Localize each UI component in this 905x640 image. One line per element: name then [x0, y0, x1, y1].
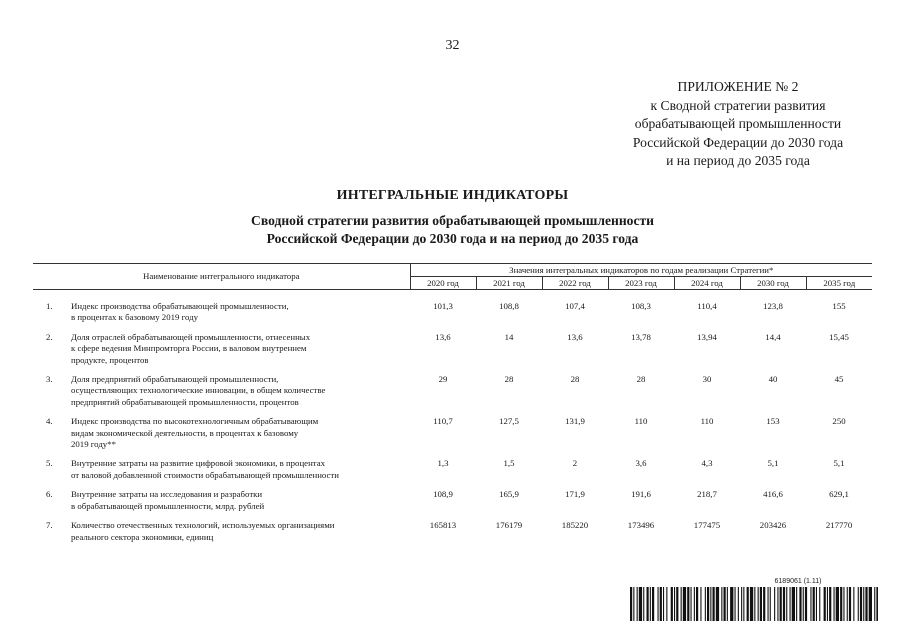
barcode-bar [637, 587, 638, 621]
indicator-name-line: Внутренние затраты на исследования и разработки [71, 489, 263, 500]
indicator-name-line: предприятий обрабатывающей промышленности, процентов [71, 396, 299, 407]
barcode-bar [724, 587, 726, 621]
indicator-name-line: видам экономической деятельности, в процентах к базовому [71, 427, 299, 438]
barcode-bar [786, 587, 787, 621]
barcode-bar [758, 587, 759, 621]
document-subtitle [0, 212, 905, 247]
indicator-name-line: продукте, процентов [71, 354, 149, 365]
barcode-bar [727, 587, 728, 621]
barcode-bar [803, 587, 804, 621]
appendix-line: обрабатывающей промышленности [634, 116, 842, 131]
document-title: ИНТЕГРАЛЬНЫЕ ИНДИКАТОРЫ [336, 188, 569, 203]
indicator-name-line: 2019 году** [71, 439, 116, 450]
indicator-value: 28 [504, 374, 514, 385]
barcode-bar [827, 587, 828, 621]
indicator-name-line: Количество отечественных технологий, используемых организациями [71, 520, 335, 531]
indicator-name-line: Внутренние затраты на развитие цифровой экономики, в процентах [71, 458, 326, 469]
barcode-bar [874, 587, 875, 621]
table-row [33, 458, 872, 489]
indicator-value: 629,1 [829, 489, 849, 500]
year-header: 2030 год [740, 277, 806, 290]
barcode-bar [671, 587, 673, 621]
appendix-line: Российской Федерации до 2030 года [632, 134, 844, 150]
barcode-bar [770, 587, 771, 621]
barcode-bar [829, 587, 831, 621]
subtitle-line: Сводной стратегии развития обрабатывающей промышленности [251, 213, 654, 228]
indicator-value: 185220 [561, 520, 589, 531]
indicator-value: 217770 [825, 520, 853, 531]
indicator-value: 155 [832, 301, 846, 311]
table-row [33, 301, 872, 332]
indicator-value: 110,7 [433, 416, 453, 427]
barcode-bar [763, 587, 765, 621]
barcode-bar [713, 587, 715, 621]
barcode-bar [639, 587, 642, 621]
indicator-name-line: Индекс производства по высокотехнологичным обрабатывающим [71, 416, 319, 427]
indicator-value: 30 [702, 374, 712, 385]
barcode-bar [840, 587, 842, 621]
indicators-table-container [33, 263, 872, 551]
barcode-bar [705, 587, 706, 621]
indicator-value: 1,3 [437, 458, 449, 469]
indicator-value: 40 [768, 374, 778, 385]
row-number: 3. [46, 374, 53, 385]
indicator-value: 101,3 [433, 301, 453, 311]
barcode-bar [730, 587, 733, 621]
indicator-value: 176179 [495, 520, 523, 531]
indicator-value: 165813 [429, 520, 457, 531]
barcode-bar [700, 587, 701, 621]
year-header: 2024 год [674, 277, 740, 290]
barcode-bar [643, 587, 644, 621]
indicator-value: 110 [700, 416, 714, 427]
indicator-name-line: к сфере ведения Минпромторга России, в валовом внутреннем [71, 343, 307, 354]
barcode-bar [663, 587, 664, 621]
barcode-label: 6189061 (1.11) [774, 578, 822, 585]
barcode-bar [847, 587, 848, 621]
year-header: 2023 год [608, 277, 674, 290]
indicator-value: 14,4 [765, 331, 781, 342]
indicator-name-line: Доля отраслей обрабатывающей промышленности, отнесенных [71, 331, 311, 342]
barcode-bar [754, 587, 755, 621]
indicator-value: 1,5 [503, 458, 515, 469]
row-number: 6. [46, 489, 53, 500]
barcode-block [630, 578, 878, 621]
indicator-value: 173496 [627, 520, 655, 531]
table-row [33, 374, 872, 416]
barcode-bar [819, 587, 820, 621]
indicator-value: 203426 [759, 520, 787, 531]
barcode-bar [777, 587, 778, 621]
indicator-value: 153 [766, 416, 780, 427]
barcode-bar [633, 587, 634, 621]
barcode-bar [741, 587, 742, 621]
barcode-bar [666, 587, 667, 621]
year-header: 2021 год [476, 277, 542, 290]
page-number: 32 [445, 38, 460, 53]
indicator-value: 123,8 [763, 301, 783, 311]
indicator-value: 5,1 [833, 458, 845, 469]
indicator-value: 4,3 [701, 458, 713, 469]
indicator-name [71, 374, 410, 416]
barcode-bar [691, 587, 692, 621]
barcode-bar [774, 587, 775, 621]
table-row [33, 416, 872, 458]
indicator-value: 108,3 [631, 301, 651, 311]
barcode-bar [681, 587, 682, 621]
indicator-value: 2 [572, 458, 578, 469]
barcode-bar [707, 587, 709, 621]
barcode-bar [676, 587, 678, 621]
indicator-value: 416,6 [763, 489, 783, 500]
barcode-bar [876, 587, 878, 621]
indicator-name [71, 301, 410, 332]
indicator-name [71, 416, 410, 458]
barcode-bar [650, 587, 651, 621]
barcode-bar [865, 587, 867, 621]
indicator-name-line: реального сектора экономики, единиц [71, 531, 214, 542]
table-row [33, 520, 872, 551]
indicator-value: 250 [832, 416, 846, 427]
row-number: 1. [46, 301, 53, 311]
indicator-value: 29 [438, 374, 448, 385]
indicator-value: 13,6 [435, 331, 451, 342]
table-row [33, 332, 872, 374]
barcode-bar [716, 587, 719, 621]
indicator-value: 14 [504, 331, 514, 342]
barcode-bar [860, 587, 862, 621]
indicator-value: 45 [834, 374, 844, 385]
appendix-line: и на период до 2035 года [666, 153, 810, 168]
indicator-value: 131,9 [565, 416, 585, 427]
barcode-bar [630, 587, 632, 621]
row-number: 4. [46, 416, 53, 427]
barcode-bar [658, 587, 659, 621]
barcode-bar [843, 587, 844, 621]
appendix-header [600, 78, 876, 171]
barcode-bar [738, 587, 739, 621]
indicator-value: 108,9 [433, 489, 453, 500]
barcode-bar [683, 587, 686, 621]
year-header: 2035 год [806, 277, 872, 290]
barcode-bar [863, 587, 864, 621]
indicator-name [71, 332, 410, 374]
indicator-value: 15,45 [829, 331, 849, 342]
subtitle-line: Российской Федерации до 2030 года и на период до 2035 года [266, 230, 639, 246]
barcode-bar [796, 587, 797, 621]
barcode-bar [834, 587, 835, 621]
barcode-bar [836, 587, 839, 621]
barcode-bar [674, 587, 675, 621]
indicator-value: 13,78 [631, 331, 651, 342]
barcode-bar [790, 587, 791, 621]
barcode-bar [858, 587, 859, 621]
indicator-value: 127,5 [499, 416, 519, 427]
indicator-value: 171,9 [565, 489, 585, 500]
indicators-table [33, 263, 872, 551]
values-header: Значения интегральных индикаторов по годам реализации Стратегии* [410, 264, 872, 277]
indicator-name [71, 489, 410, 520]
barcode-bar [750, 587, 753, 621]
barcode-bar [735, 587, 736, 621]
barcode-bar [780, 587, 782, 621]
year-header: 2022 год [542, 277, 608, 290]
barcode-image [630, 587, 878, 621]
barcode-bar [816, 587, 817, 621]
barcode-bar [696, 587, 698, 621]
row-number: 5. [46, 458, 53, 469]
indicator-value: 108,8 [499, 301, 519, 311]
appendix-line: ПРИЛОЖЕНИЕ № 2 [677, 79, 799, 94]
barcode-bar [710, 587, 711, 621]
barcode-bar [694, 587, 695, 621]
barcode-bar [792, 587, 795, 621]
barcode-bar [721, 587, 722, 621]
barcode-bar [647, 587, 649, 621]
indicator-name [71, 520, 410, 551]
barcode-bar [869, 587, 872, 621]
indicator-value: 28 [636, 374, 646, 385]
indicator-value: 107,4 [565, 301, 585, 311]
indicator-value: 28 [570, 374, 580, 385]
indicator-value: 191,6 [631, 489, 651, 500]
indicator-name-header: Наименование интегрального индикатора [33, 264, 410, 290]
year-header: 2020 год [410, 277, 476, 290]
indicator-name-line: в обрабатывающей промышленности, млрд. рублей [71, 500, 265, 511]
barcode-bar [824, 587, 826, 621]
indicator-value: 218,7 [697, 489, 717, 500]
indicator-value: 177475 [693, 520, 721, 531]
row-number: 2. [46, 331, 53, 342]
indicator-name-line: Доля предприятий обрабатывающей промышленности, [71, 374, 279, 385]
barcode-bar [768, 587, 769, 621]
indicator-name-line: от валовой добавленной стоимости обрабатывающей промышленности [71, 469, 339, 480]
indicator-value: 165,9 [499, 489, 519, 500]
indicator-name-line: Индекс производства обрабатывающей промышленности, [71, 301, 289, 311]
indicator-value: 13,94 [697, 331, 717, 342]
barcode-bar [652, 587, 654, 621]
barcode-bar [760, 587, 762, 621]
barcode-bar [810, 587, 811, 621]
row-number: 7. [46, 520, 53, 531]
barcode-bar [687, 587, 689, 621]
barcode-bar [660, 587, 662, 621]
indicator-name-line: в процентах к базовому 2019 году [71, 312, 198, 323]
barcode-bar [805, 587, 807, 621]
barcode-bar [853, 587, 854, 621]
barcode-bar [743, 587, 744, 621]
indicator-value: 3,6 [635, 458, 647, 469]
barcode-bar [849, 587, 851, 621]
indicator-name-line: осуществляющих технологические инновации, в общем количестве [71, 385, 326, 396]
table-spacer [33, 290, 872, 302]
table-row [33, 489, 872, 520]
indicator-value: 110,4 [697, 301, 717, 311]
indicator-name [71, 458, 410, 489]
barcode-bar [813, 587, 815, 621]
indicator-value: 13,6 [567, 331, 583, 342]
appendix-line: к Сводной стратегии развития [650, 97, 826, 113]
barcode-bar [799, 587, 801, 621]
indicator-value: 5,1 [767, 458, 779, 469]
barcode-bar [783, 587, 785, 621]
indicator-value: 110 [634, 416, 648, 427]
barcode-bar [747, 587, 749, 621]
